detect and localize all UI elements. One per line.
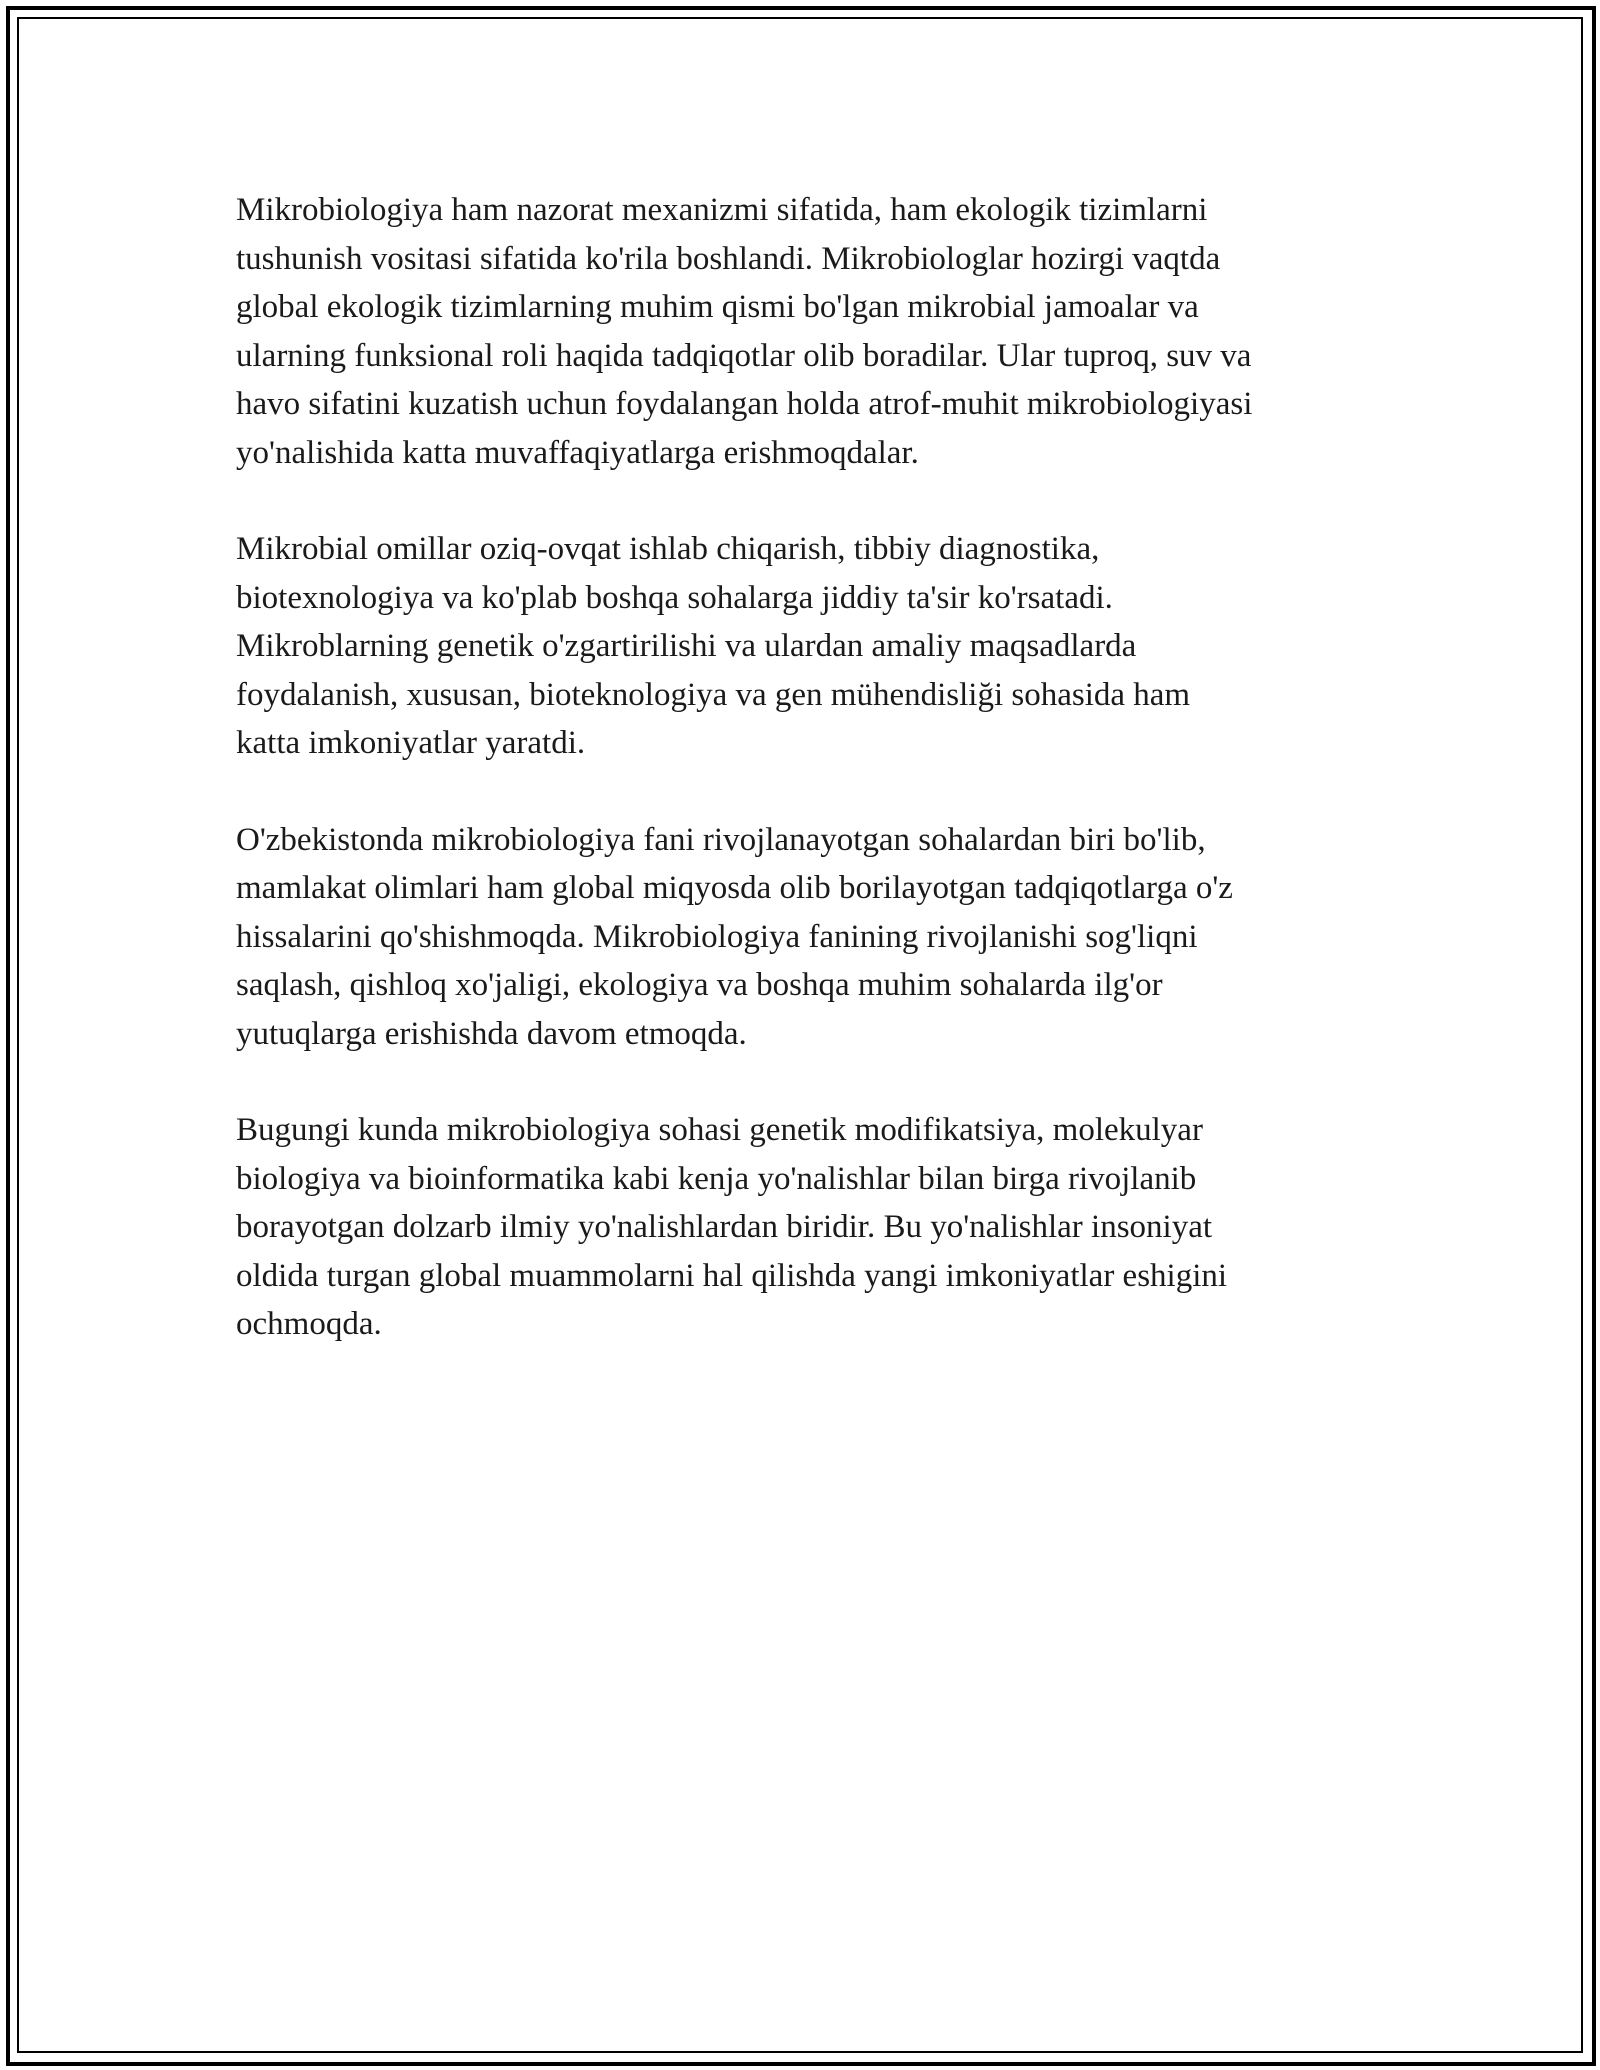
document-body xyxy=(236,186,1376,1397)
paragraph-2: Mikrobial omillar oziq-ovqat ishlab chiqarish, tibbiy diagnostika, biotexnologiya va ko'plab boshqa sohalarga jiddiy ta'sir ko'rsatadi. Mikroblarning genetik o'zgartirilishi va ulardan amaliy maqsadlarda foydalanish, xususan, bioteknologiya va gen mühendisliği sohasida ham katta imkoniyatlar yaratdi. xyxy=(236,531,1191,761)
paragraph-1: Mikrobiologiya ham nazorat mexanizmi sifatida, ham ekologik tizimlarni tushunish vositasi sifatida ko'rila boshlandi. Mikrobiologlar hozirgi vaqtda global ekologik tizimlarning muhim qismi bo'lgan mikrobial jamoalar va ularning funksional roli haqida tadqiqotlar olib boradilar. Ular tuproq, suv va havo sifatini kuzatish uchun foydalangan holda atrof-muhit mikrobiologiyasi yo'nalishida katta muvaffaqiyatlarga erishmoqdalar. xyxy=(236,192,1253,471)
paragraph-3: O'zbekistonda mikrobiologiya fani rivojlanayotgan sohalardan biri bo'lib, mamlakat olimlari ham global miqyosda olib borilayotgan tadqiqotlarga o'z hissalarini qo'shishmoqda. Mikrobiologiya fanining rivojlanishi sog'liqni saqlash, qishloq xo'jaligi, ekologiya va boshqa muhim sohalarda ilg'or yutuqlarga erishishda davom etmoqda. xyxy=(236,821,1233,1052)
paragraph-4: Bugungi kunda mikrobiologiya sohasi genetik modifikatsiya, molekulyar biologiya va bioinformatika kabi kenja yo'nalishlar bilan birga rivojlanib borayotgan dolzarb ilmiy yo'nalishlardan biridir. Bu yo'nalishlar insoniyat oldida turgan global muammolarni hal qilishda yangi imkoniyatlar eshigini ochmoqda. xyxy=(236,1112,1228,1342)
